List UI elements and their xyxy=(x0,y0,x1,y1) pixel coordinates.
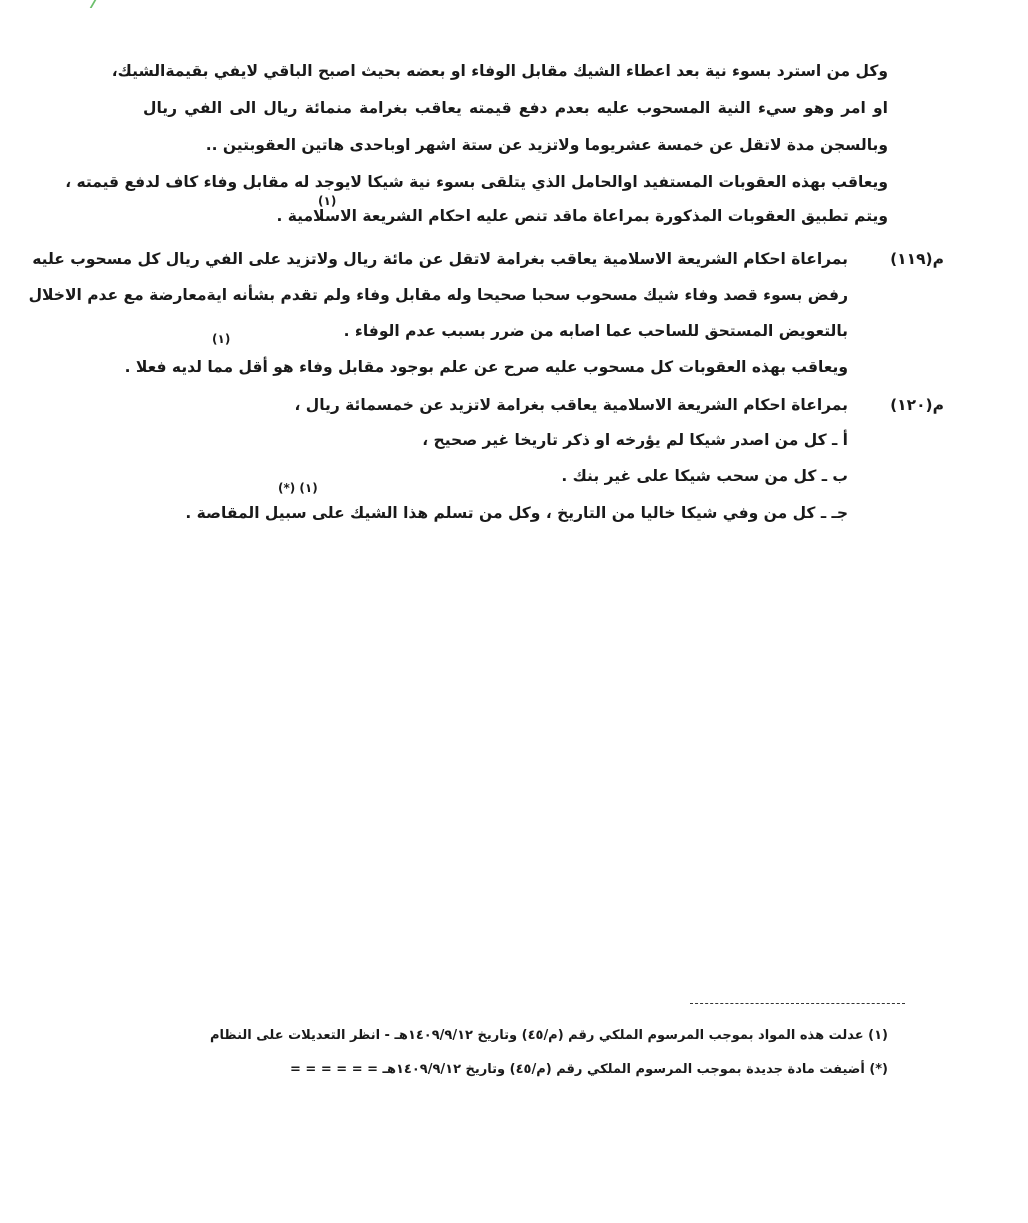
article-119-line-2: رفض بسوء قصد وفاء شيك مسحوب سحبا صحيحا وله مقابل وفاء ولم تقدم بشأنه ايةمعارضة مع عدم الاخلال xyxy=(28,286,848,304)
body-line-1: وكل من استرد بسوء نية بعد اعطاء الشيك مقابل الوفاء او بعضه بحيث اصبح الباقي لايفي بقيمةالشيك، xyxy=(111,62,888,80)
article-119-line-1: بمراعاة احكام الشريعة الاسلامية يعاقب بغرامة لاتقل عن مائة ريال ولاتزيد على الفي ريال كل مسحوب عليه xyxy=(32,250,848,268)
body-line-5: ويتم تطبيق العقوبات المذكورة بمراعاة ماقد تنص عليه احكام الشريعة الاسلامية . xyxy=(276,207,888,225)
article-120-number: م(١٢٠) xyxy=(890,396,944,414)
body-line-3: وبالسجن مدة لاتقل عن خمسة عشريوما ولاتزيد عن ستة اشهر اوباحدى هاتين العقوبتين .. xyxy=(205,136,888,154)
article-120-item-c: جـ ـ كل من وفي شيكا خاليا من التاريخ ، وكل من تسلم هذا الشيك على سبيل المقاصة . xyxy=(185,504,848,522)
corner-mark xyxy=(90,0,111,8)
article-120-item-a: أ ـ كل من اصدر شيكا لم يؤرخه او ذكر تاريخا غير صحيح ، xyxy=(422,431,848,449)
article-119-line-3: بالتعويض المستحق للساحب عما اصابه من ضرر بسبب عدم الوفاء . xyxy=(343,322,848,340)
body-line-4: ويعاقب بهذه العقوبات المستفيد اوالحامل الذي يتلقى بسوء نية شيكا لايوجد له مقابل وفاء كاف لدفع قيمته ، xyxy=(65,173,888,191)
footnote-refs-3: (١) (*) xyxy=(278,481,318,495)
article-119-number: م(١١٩) xyxy=(890,250,944,268)
footnote-separator xyxy=(690,1003,905,1004)
footnote-2: (*) أضيفت مادة جديدة بموجب المرسوم الملكي رقم (م/٤٥) وتاريخ ١٤٠٩/٩/١٢هـ = = = = = = xyxy=(290,1062,888,1077)
article-120-intro: بمراعاة احكام الشريعة الاسلامية يعاقب بغرامة لاتزيد عن خمسمائة ريال ، xyxy=(294,396,848,414)
body-line-2: او امر وهو سيء النية المسحوب عليه بعدم دفع قيمته يعاقب بغرامة منمائة ريال الى الفي ريال xyxy=(143,99,888,117)
article-119-line-4: ويعاقب بهذه العقوبات كل مسحوب عليه صرح عن علم بوجود مقابل وفاء هو أقل مما لديه فعلا . xyxy=(124,358,848,376)
footnote-ref-1: (١) xyxy=(318,194,337,208)
footnote-ref-2: (١) xyxy=(212,332,231,346)
footnote-1: (١) عدلت هذه المواد بموجب المرسوم الملكي رقم (م/٤٥) وتاريخ ١٤٠٩/٩/١٢هـ - انظر التعديلات على النظام xyxy=(210,1028,888,1043)
article-120-item-b: ب ـ كل من سحب شيكا على غير بنك . xyxy=(561,467,848,485)
